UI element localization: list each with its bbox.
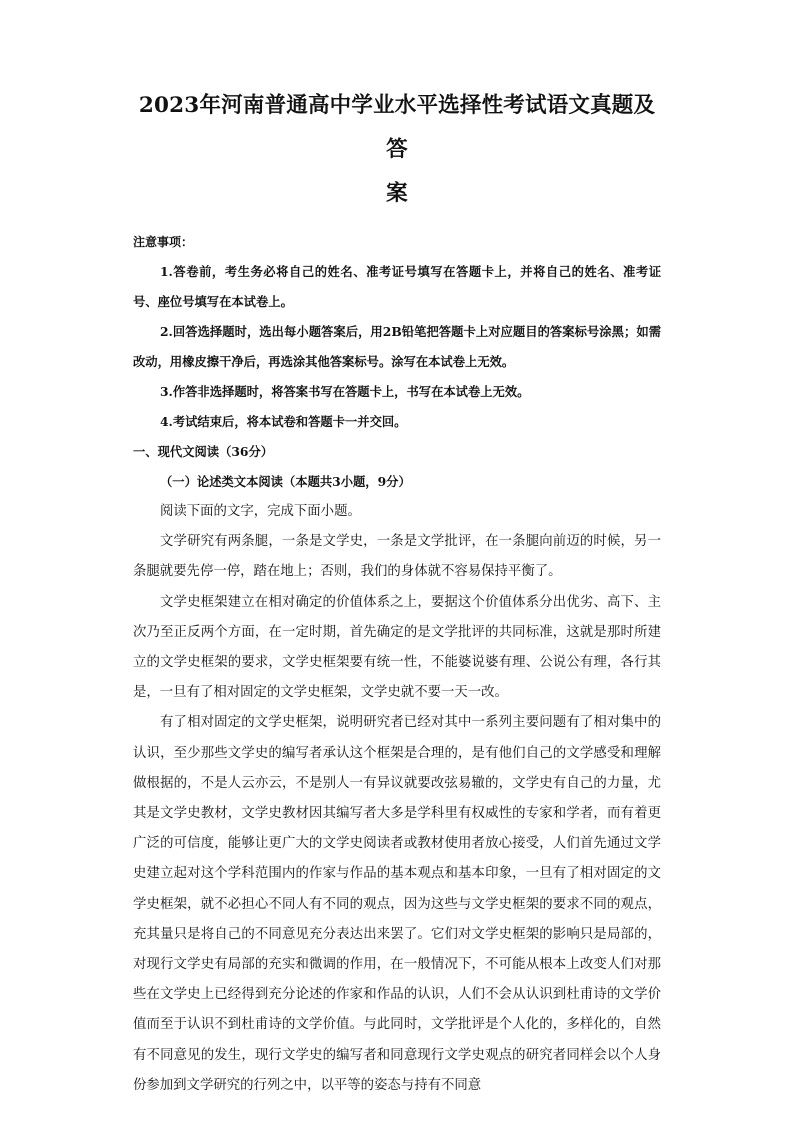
paragraph-1: 文学研究有两条腿，一条是文学史，一条是文学批评，在一条腿向前迈的时候，另一条腿就要先停一停，踏在地上；否则，我们的身体就不容易保持平衡了。 [133, 534, 661, 580]
title-line-2: 案 [386, 181, 408, 206]
paragraph-3: 有了相对固定的文学史框架，说明研究者已经对其中一系列主要问题有了相对集中的认识，至少那些文学史的编写者承认这个框架是合理的，是有他们自己的文学感受和理解做根据的，不是人云亦云，不是别人一有异议就要改弦易辙的，文学史有自己的力量，尤其是文学史教材，文学史教材因其编写者大多是学科里有权威性的专家和学者，而有着更广泛的可信度，能够让更广大的文学史阅读者或教材使用者放心接受，人们首先通过文学史建立起对这个学科范围内的作家与作品的基本观点和基本印象，一旦有了相对固定的文学史框架，就不必担心不同人有不同的观点，因为这些与文学史框架的要求不同的观点，充其量只是将自己的不同意见充分表达出来罢了。它们对文学史框架的影响只是局部的，对现行文学史有局部的充实和微调的作用，在一般情况下，不可能从根本上改变人们对那些在文学史上已经得到充分论述的作家和作品的认识，人们不会从认识到杜甫诗的文学价值而至于认识不到杜甫诗的文学价值。与此同时，文学批评是个人化的，多样化的，自然有不同意见的发生，现行文学史的编写者和同意现行文学史观点的研究者同样会以个人身份参加到文学研究的行列之中，以平等的姿态与持有不同意 [133, 715, 661, 1093]
title-line-1: 2023年河南普通高中学业水平选择性考试语文真题及答 [138, 93, 656, 162]
notice-item-4: 4.考试结束后，将本试卷和答题卡一并交回。 [160, 414, 407, 429]
subsection-heading: （一）论述类文本阅读（本题共3小题，9分） [160, 474, 411, 489]
document-page [133, 84, 661, 1101]
notice-item-3: 3.作答非选择题时，将答案书写在答题卡上，书写在本试卷上无效。 [160, 384, 530, 399]
paragraph-2: 文学史框架建立在相对确定的价值体系之上，要据这个价值体系分出优劣、高下、主次乃至正反两个方面，在一定时期，首先确定的是文学批评的共同标准，这就是那时所建立的文学史框架的要求，文学史框架要有统一性，不能婆说婆有理、公说公有理，各行其是，一旦有了相对固定的文学史框架，文学史就不要一天一改。 [133, 594, 661, 701]
notice-heading: 注意事项： [133, 235, 194, 249]
notice-item-1: 1.答卷前，考生务必将自己的姓名、准考证号填写在答题卡上，并将自己的姓名、准考证号、座位号填写在本试卷上。 [133, 264, 661, 309]
reading-instruction: 阅读下面的文字，完成下面小题。 [160, 504, 361, 519]
notice-item-2: 2.回答选择题时，选出每小题答案后，用2B铅笔把答题卡上对应题目的答案标号涂黑；如需改动，用橡皮擦干净后，再选涂其他答案标号。涂写在本试卷上无效。 [133, 324, 661, 369]
section-heading: 一、现代文阅读（36分） [133, 444, 274, 459]
page-title [133, 84, 661, 216]
